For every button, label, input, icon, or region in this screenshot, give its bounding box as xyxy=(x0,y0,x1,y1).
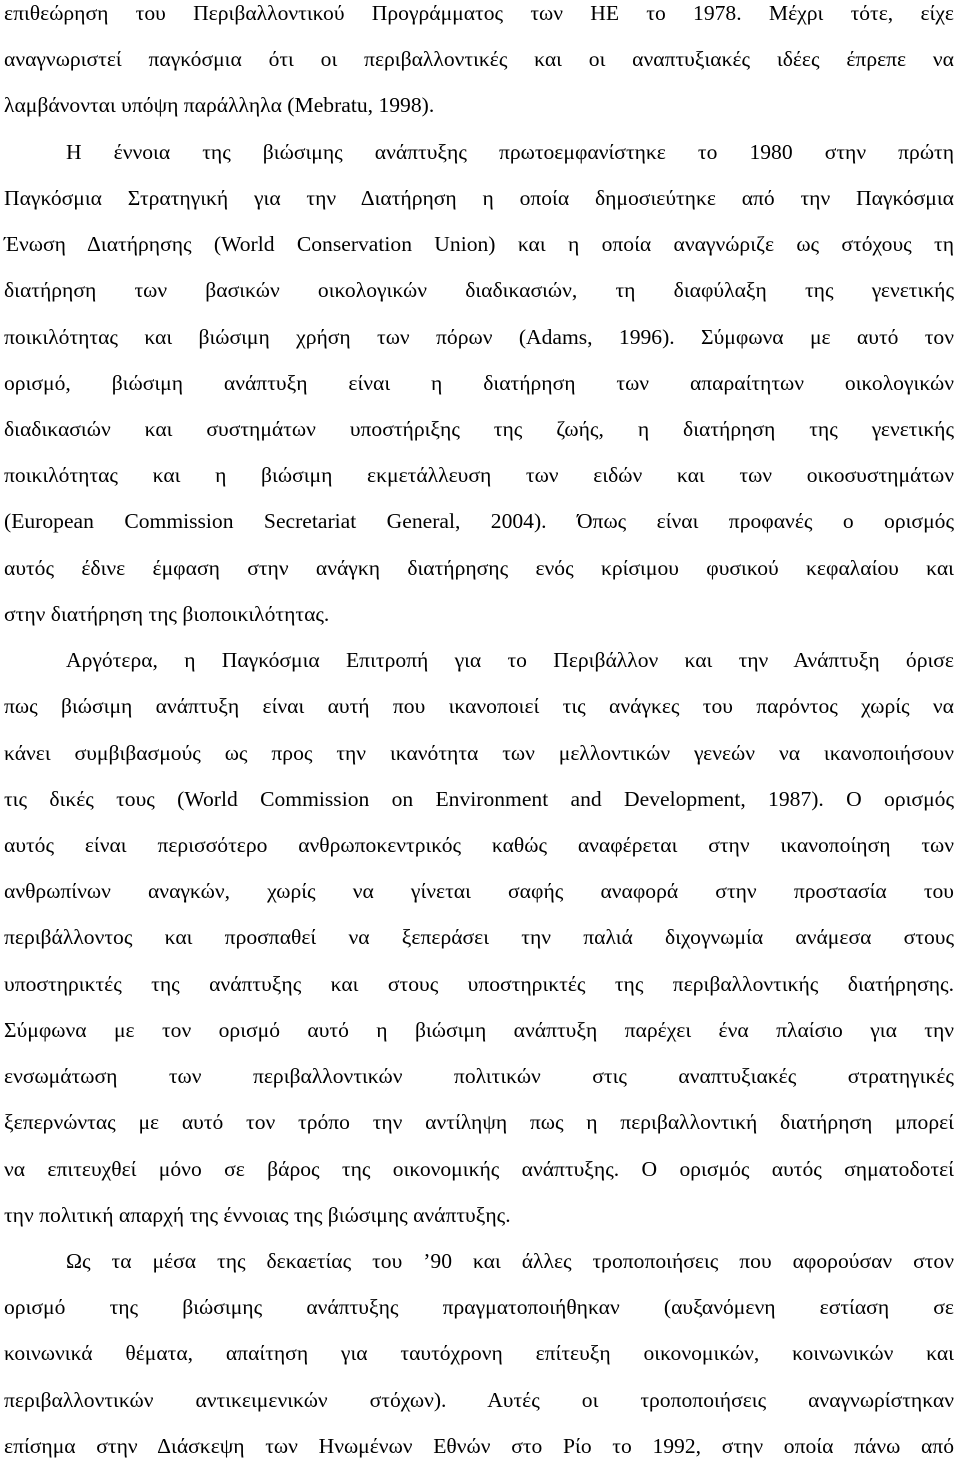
text-line: ποικιλότητας και η βιώσιμη εκμετάλλευση των ειδών και των οικοσυστημάτων xyxy=(4,463,954,487)
text-line: Ένωση Διατήρησης (World Conservation Union) και η οποία αναγνώριζε ως στόχους τη xyxy=(4,232,954,256)
text-line: ορισμό, βιώσιμη ανάπτυξη είναι η διατήρηση των απαραίτητων οικολογικών xyxy=(4,371,954,395)
text-line: ενσωμάτωση των περιβαλλοντικών πολιτικών στις αναπτυξιακές στρατηγικές xyxy=(4,1064,954,1088)
text-line: αυτός είναι περισσότερο ανθρωποκεντρικός καθώς αναφέρεται στην ικανοποίηση των xyxy=(4,833,954,857)
text-line: στην διατήρηση της βιοποικιλότητας. xyxy=(4,602,330,626)
text-line: να επιτευχθεί μόνο σε βάρος της οικονομικής ανάπτυξης. Ο ορισμός αυτός σηματοδοτεί xyxy=(4,1157,954,1181)
text-line: κάνει συμβιβασμούς ως προς την ικανότητα των μελλοντικών γενεών να ικανοποιήσουν xyxy=(4,741,954,765)
text-line: περιβαλλοντικών αντικειμενικών στόχων). Αυτές οι τροποποιήσεις αναγνωρίστηκαν xyxy=(4,1388,954,1412)
text-line: διατήρηση των βασικών οικολογικών διαδικασιών, τη διαφύλαξη της γενετικής xyxy=(4,278,954,302)
text-line: λαμβάνονται υπόψη παράλληλα (Mebratu, 1998). xyxy=(4,93,435,117)
paragraph-first-line: Η έννοια της βιώσιμης ανάπτυξης πρωτοεμφανίστηκε το 1980 στην πρώτη xyxy=(66,140,954,164)
text-line: διαδικασιών και συστημάτων υποστήριξης της ζωής, η διατήρηση της γενετικής xyxy=(4,417,954,441)
text-line: επιθεώρηση του Περιβαλλοντικού Προγράμματος των ΗΕ το 1978. Μέχρι τότε, είχε xyxy=(4,1,954,25)
text-line: επίσημα στην Διάσκεψη των Ηνωμένων Εθνών στο Ρίο το 1992, στην οποία πάνω από xyxy=(4,1434,954,1458)
text-line: ξεπερνώντας με αυτό τον τρόπο την αντίληψη πως η περιβαλλοντική διατήρηση μπορεί xyxy=(4,1110,954,1134)
text-line: αυτός έδινε έμφαση στην ανάγκη διατήρησης ενός κρίσιμου φυσικού κεφαλαίου και xyxy=(4,556,954,580)
text-line: ανθρωπίνων αναγκών, χωρίς να γίνεται σαφής αναφορά στην προστασία του xyxy=(4,879,954,903)
paragraph-first-line: Αργότερα, η Παγκόσμια Επιτροπή για το Περιβάλλον και την Ανάπτυξη όρισε xyxy=(66,648,954,672)
text-line: περιβάλλοντος και προσπαθεί να ξεπεράσει την παλιά διχογνωμία ανάμεσα στους xyxy=(4,925,954,949)
text-line: την πολιτική απαρχή της έννοιας της βιώσιμης ανάπτυξης. xyxy=(4,1203,511,1227)
paragraph-first-line: Ως τα μέσα της δεκαετίας του ’90 και άλλες τροποποιήσεις που αφορούσαν στον xyxy=(66,1249,954,1273)
text-line: ορισμό της βιώσιμης ανάπτυξης πραγματοποιήθηκαν (αυξανόμενη εστίαση σε xyxy=(4,1295,954,1319)
text-line: πως βιώσιμη ανάπτυξη είναι αυτή που ικανοποιεί τις ανάγκες του παρόντος χωρίς να xyxy=(4,694,954,718)
text-line: κοινωνικά θέματα, απαίτηση για ταυτόχρονη επίτευξη οικονομικών, κοινωνικών και xyxy=(4,1341,954,1365)
text-line: αναγνωριστεί παγκόσμια ότι οι περιβαλλοντικές και οι αναπτυξιακές ιδέες έπρεπε να xyxy=(4,47,954,71)
text-line: ποικιλότητας και βιώσιμη χρήση των πόρων (Adams, 1996). Σύμφωνα με αυτό τον xyxy=(4,325,954,349)
text-line: (European Commission Secretariat General, 2004). Όπως είναι προφανές ο ορισμός xyxy=(4,509,954,533)
text-line: Παγκόσμια Στρατηγική για την Διατήρηση η οποία δημοσιεύτηκε από την Παγκόσμια xyxy=(4,186,954,210)
text-line: τις δικές τους (World Commission on Environment and Development, 1987). Ο ορισμός xyxy=(4,787,954,811)
text-line: υποστηρικτές της ανάπτυξης και στους υποστηρικτές της περιβαλλοντικής διατήρησης. xyxy=(4,972,954,996)
text-line: Σύμφωνα με τον ορισμό αυτό η βιώσιμη ανάπτυξη παρέχει ένα πλαίσιο για την xyxy=(4,1018,954,1042)
